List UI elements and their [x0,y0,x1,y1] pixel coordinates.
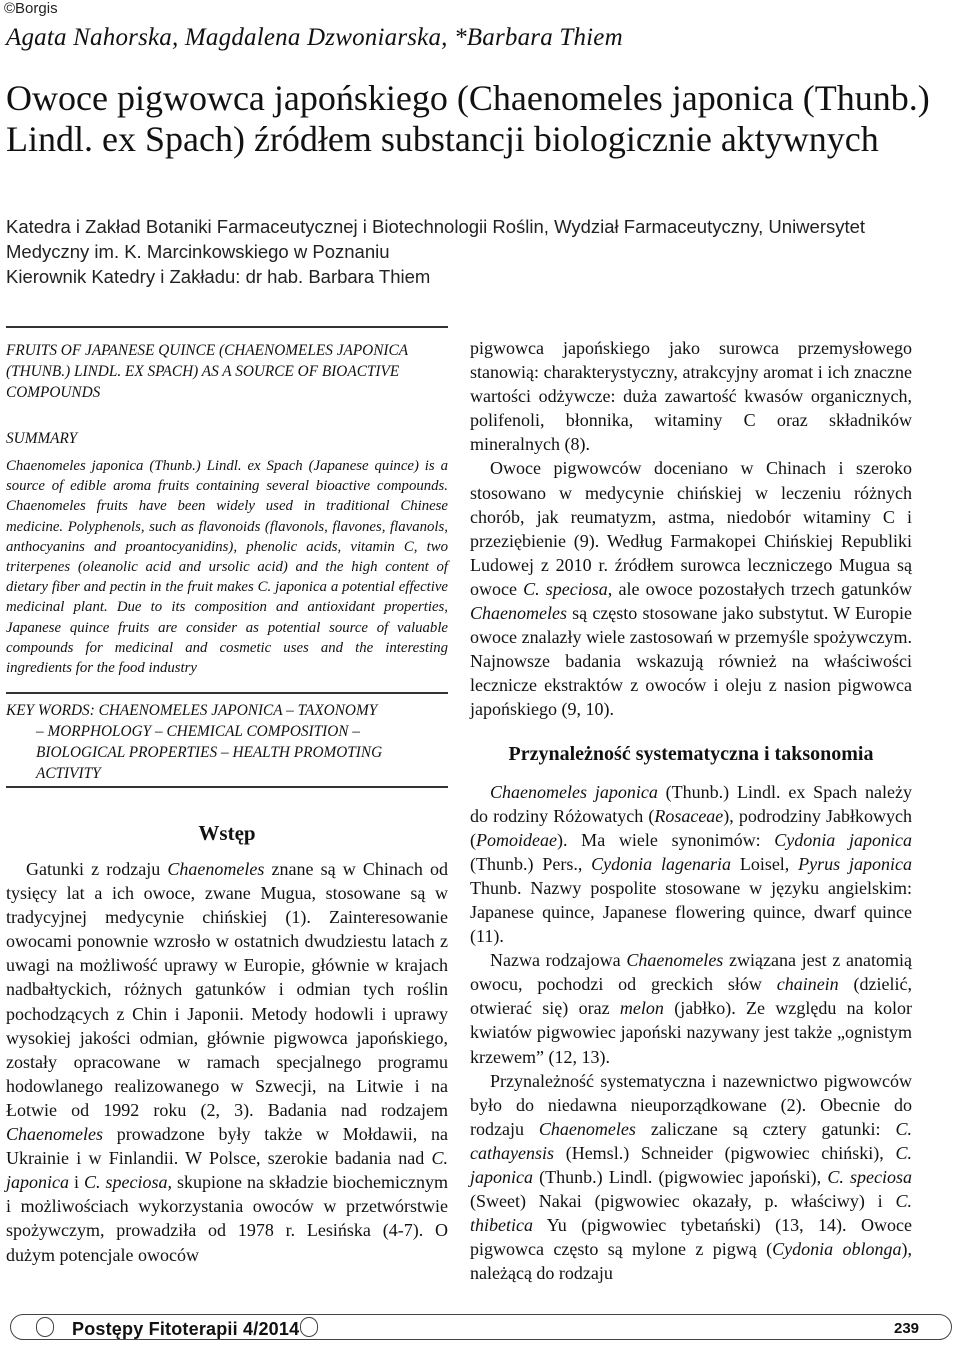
summary-text: Chaenomeles japonica (Thunb.) Lindl. ex Spach (Japanese quince) is a source of edible aroma fruits containing several bioactive compounds. Chaenomeles fruits have been widely used in traditional Chinese medicine. Polyphenols, such as flavonoids (flavonols, flavones, flavanols, anthocyanins and proantocyanidins), phenolic acids, vitamin C, two triterpenes (oleanolic acid and ursolic acid) and the high content of dietary fiber and pectin in the fruit makes C. japonica a potential effective medicinal plant. Due to its composition and antioxidant properties, Japanese quince fruits are consider as potential source of valuable compounds for medicinal and cosmetic uses and the interesting ingredients for the food industry [6,458,448,677]
section-heading-intro: Wstęp [198,821,256,845]
text-run-italic: Rosaceae [654,805,724,826]
affiliation-department: Katedra i Zakład Botaniki Farmaceutycznej i Biotechnologii Roślin, Wydział Farmaceutyczny, Uniwersytet Medyczny im. K. Marcinkowskiego w Poznaniu [6,216,866,262]
text-run: i [69,1172,85,1193]
text-run: (Hemsl.) Schneider (pigwowiec chiński), [553,1142,896,1163]
keywords [6,700,448,784]
keywords-line: ACTIVITY [36,765,101,782]
affiliation [6,214,946,289]
summary-block [6,340,448,678]
keywords-line: KEY WORDS: CHAENOMELES JAPONICA – TAXONOMY [6,702,378,719]
text-run: ), podrodziny Jabłkowych ( [470,805,913,850]
text-run: zaliczane są cztery gatunki: [635,1118,896,1139]
summary-bottom-rule [6,692,448,694]
text-run-italic: C. cathayensis [470,1118,912,1163]
text-run: (jabłko). Ze względu na kolor kwiatów pigwowiec japoński nazywany jest także „ognistym krzewem” (12, 13). [470,998,912,1067]
body-paragraph [470,456,912,721]
text-run: (Thunb.) Pers., [470,853,592,874]
text-run-italic: Pyrus japonica [798,853,912,874]
text-run-italic: Chaenomeles [470,603,567,624]
article-title: Owoce pigwowca japońskiego (Chaenomeles japonica (Thunb.) Lindl. ex Spach) źródłem substancji biologicznie aktywnych [6,78,930,159]
text-run: Gatunki z rodzaju [26,859,168,879]
text-run: (dzielić, otwierać się) oraz [470,974,913,1019]
body-paragraph [470,780,912,949]
footer-ornament [300,1317,318,1337]
text-run-italic: C. japonica [6,1148,448,1193]
english-title: FRUITS OF JAPANESE QUINCE (CHAENOMELES JAPONICA (THUNB.) LINDL. EX SPACH) AS A SOURCE OF BIOACTIVE COMPOUNDS [6,342,408,401]
body-paragraph [470,1069,912,1286]
intro-paragraph [6,857,448,1267]
text-run: znane są w Chinach od tysięcy lat a ich owoce, zwane Mugua, stosowane są w tradycyjnej medycynie chińskiej (1). Zainteresowanie owocami ponownie wzrosło w ostatnich dwudziestu latach z uwagi na możliwość uprawy w Europie, głównie w krajach nadbałtyckich, różnych gatunków i odmian tych roślin pochodzących z Chin i Japonii. Metody hodowli i uprawy wysokiej jakości odmian, głównie pigwowca japońskiego, zostały opracowane w ramach specjalnego programu hodowlanego realizowanego w Szwecji, na Litwie i na Łotwie od 1992 roku (2, 3). Badania nad rodzajem [6,859,448,1120]
text-run: są często stosowane jako substytut. W Europie owoce znalazły wiele zastosowań w przemyśle spożywczym. Najnowsze badania wskazują również na właściwości lecznicze ekstraktów z owoców i oleju z nasion pigwowca japońskiego (9, 10). [470,603,912,720]
text-run-italic: C. thibetica [470,1191,912,1236]
body-paragraph [470,948,912,1068]
text-run: ), należącą do rodzaju [470,1239,912,1284]
text-run: prowadzone były także w Mołdawii, na Ukrainie i w Finlandii. W Polsce, szerokie badania nad [6,1124,448,1169]
keywords-bottom-rule [6,786,448,788]
text-run-italic: Chaenomeles [626,950,724,971]
authors: Agata Nahorska, Magdalena Dzwoniarska, *Barbara Thiem [6,24,623,51]
text-run-italic: Chaenomeles [538,1118,636,1139]
summary-label: SUMMARY [6,430,78,447]
section-heading-taxonomy: Przynależność systematyczna i taksonomia [508,742,874,765]
text-run: skupione na składzie biochemicznym i możliwościach wykorzystania owoców w przetwórstwie spożywczym, prowadziła od 1978 r. Lesińska (4-7). O dużym potencjale owoców [6,1172,449,1265]
text-run-italic: Chaenomeles [167,859,265,879]
text-run: Loisel, [730,853,799,874]
text-run-italic: C. speciosa [523,578,608,599]
text-run: ). Ma wiele synonimów: [556,829,775,850]
text-run-italic: Cydonia lagenaria [591,853,731,874]
text-run-italic: Cydonia oblonga [772,1239,902,1260]
text-run: Przynależność systematyczna i nazewnictwo pigwowców było do niedawna nieuporządkowane (2). Obecnie do rodzaju [470,1070,912,1139]
text-run: Owoce pigwowców doceniano w Chinach i szeroko stosowano w medycynie chińskiej w leczeniu różnych chorób, jak reumatyzm, astma, niedobór witaminy C i przeziębienie (9). Według Farmakopei Chińskiej Republiki Ludowej z 2010 r. źródłem surowca leczniczego Mugua są owoce [470,458,912,599]
text-run-italic: melon [619,998,664,1019]
text-run: (Thunb.) Lindl. (pigwowiec japoński), [533,1167,828,1187]
text-run: Nazwa rodzajowa [490,950,627,971]
page-number: 239 [894,1320,920,1337]
summary-top-rule [6,326,448,328]
footer-ornament [36,1317,54,1337]
keywords-line: BIOLOGICAL PROPERTIES – HEALTH PROMOTING [36,744,383,761]
text-run: Thunb. Nazwy pospolite stosowane w języku angielskim: Japanese quince, Japanese flowering quince, dwarf quince (11). [470,877,912,947]
text-run-italic: C. speciosa, [84,1172,173,1193]
text-run: związana jest z anatomią owocu, pochodzi od greckich słów [470,950,912,995]
body-paragraph: pigwowca japońskiego jako surowca przemysłowego stanowią: charakterystyczny, atrakcyjny aromat i ich znaczne wartości odżywcze: duża zawartość kwasów organicznych, polifenoli, błonnika, witaminy C oraz składników mineralnych (8). [470,338,912,455]
text-run-italic: C. speciosa [827,1167,912,1187]
text-run-italic: Cydonia japonica [774,829,912,850]
text-run: Yu (pigwowiec tybetański) (13, 14). Owoce pigwowca często są mylone z pigwą ( [470,1215,912,1260]
text-run-italic: Chaenomeles [6,1124,103,1145]
keywords-line: – MORPHOLOGY – CHEMICAL COMPOSITION – [36,723,360,740]
text-run: (Sweet) Nakai (pigwowiec okazały, p. właściwy) i [470,1191,896,1212]
text-run-italic: C. japonica [470,1142,912,1187]
right-column [470,336,912,1285]
affiliation-head: Kierownik Katedry i Zakładu: dr hab. Barbara Thiem [6,266,431,287]
text-run-italic: chainein [776,974,839,995]
text-run: , ale owoce pozostałych trzech gatunków [607,578,912,599]
text-run-italic: Pomoideae [476,829,557,850]
copyright-notice: ©Borgis [4,0,58,17]
text-run-italic: Chaenomeles japonica [490,781,658,802]
text-run: (Thunb.) Lindl. ex Spach należy do rodziny Różowatych ( [470,781,912,826]
journal-name: Postępy Fitoterapii 4/2014 [72,1319,300,1339]
